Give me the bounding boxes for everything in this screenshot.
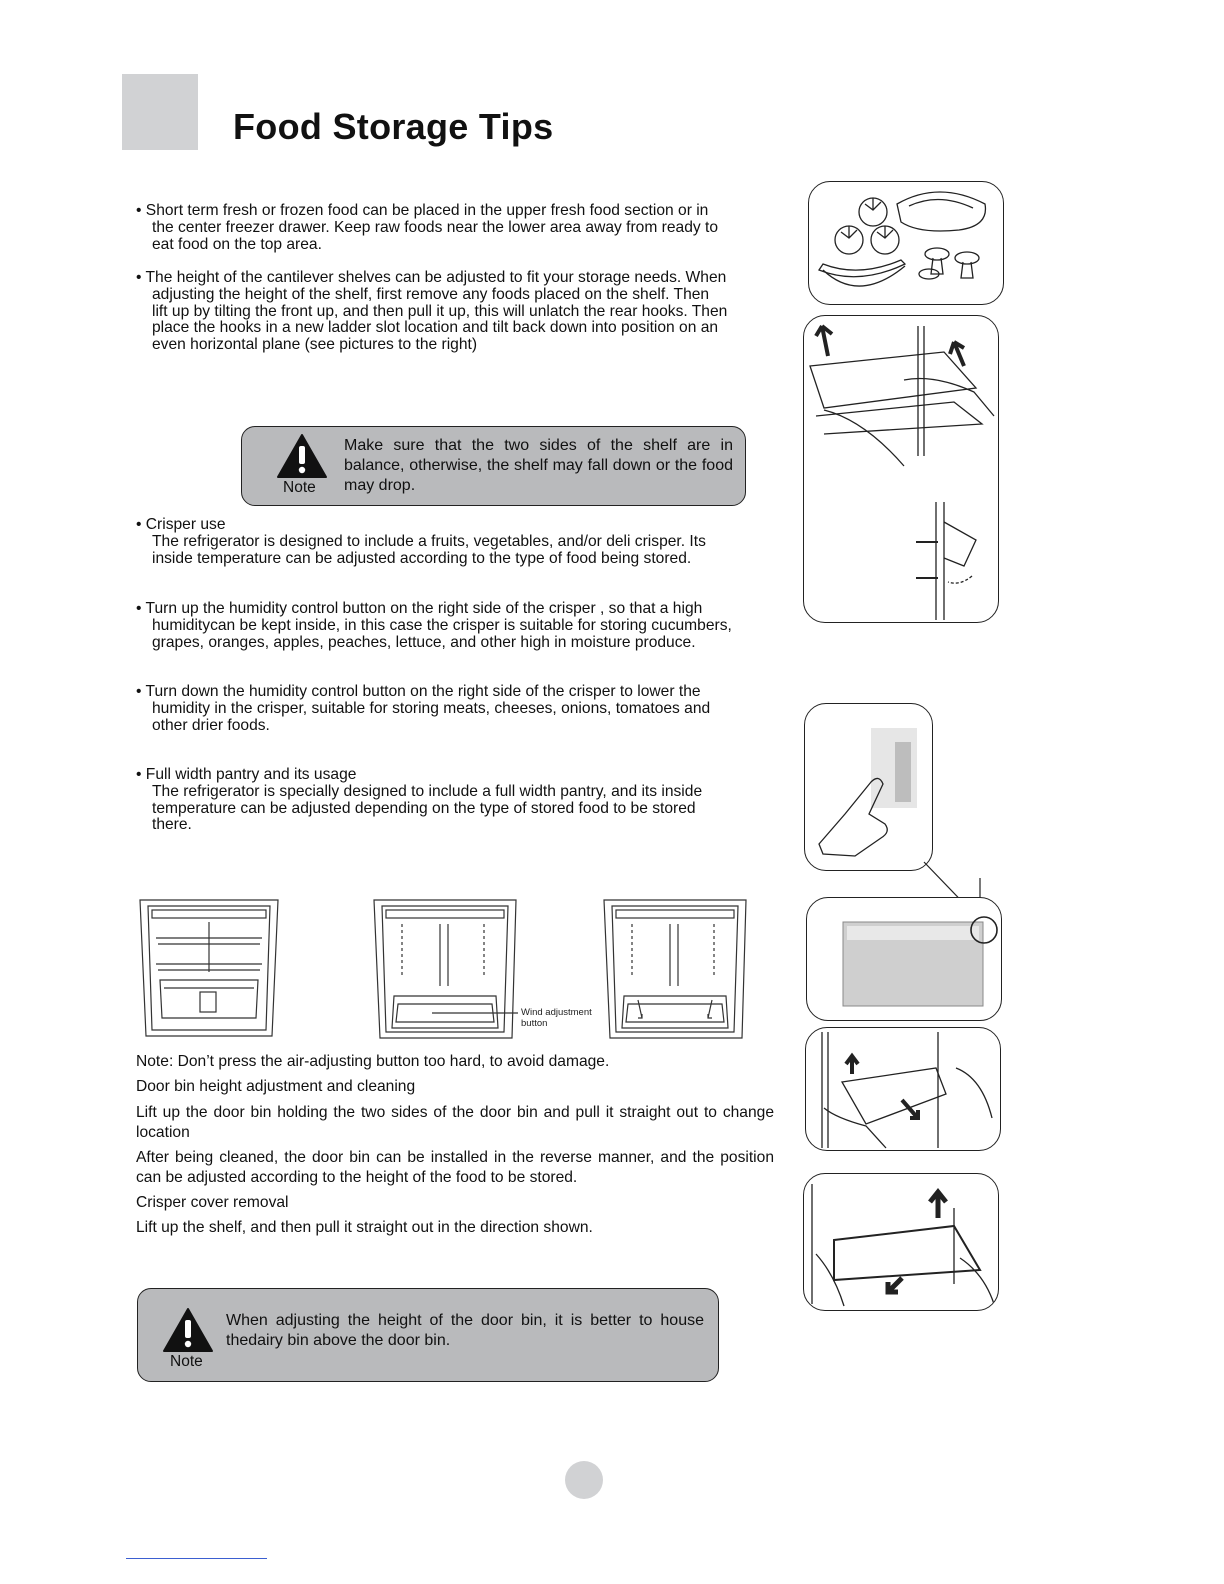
page-title: Food Storage Tips xyxy=(233,106,554,147)
para-door-bin-lift: Lift up the door bin holding the two sides of the door bin and pull it straight out to change location xyxy=(136,1104,774,1141)
para-air-adjusting-note: Note: Don’t press the air-adjusting button too hard, to avoid damage. xyxy=(136,1053,610,1070)
crisper-cover-illustration xyxy=(803,1173,999,1311)
bullet-lead: • Full width pantry and its usage xyxy=(136,766,357,783)
fridge-airflow-illustration xyxy=(602,896,750,1044)
humidity-control-drawing xyxy=(805,704,933,871)
para-door-bin-heading: Door bin height adjustment and cleaning xyxy=(136,1078,416,1095)
bullet-lead: • Short term fresh or frozen food can be placed in the upper fresh food section or in xyxy=(136,202,709,219)
door-bin-illustration xyxy=(805,1027,1001,1151)
warning-triangle-icon xyxy=(276,433,328,479)
note-label: Note xyxy=(283,479,316,496)
para-door-bin-clean: After being cleaned, the door bin can be installed in the reverse manner, and the position can be adjusted according to the height of the food to be stored. xyxy=(136,1149,774,1186)
note-label: Note xyxy=(170,1353,203,1370)
warning-triangle-icon xyxy=(162,1307,214,1353)
bullet-lead: • The height of the cantilever shelves can be adjusted to fit your storage needs. When xyxy=(136,269,727,286)
bullet-humidity-up xyxy=(136,601,776,651)
bullet-line: temperature can be adjusted depending on the type of stored food to be stored xyxy=(152,799,696,817)
bullet-lead: • Turn down the humidity control button on the right side of the crisper to lower the xyxy=(136,683,701,700)
page-number-disc xyxy=(565,1461,603,1499)
shelf-adjust-illustration xyxy=(803,315,999,623)
bullet-line: eat food on the top area. xyxy=(152,235,322,253)
bullet-line: grapes, oranges, apples, peaches, lettuce, and other high in moisture produce. xyxy=(152,633,696,651)
fridge-shelves-illustration xyxy=(136,896,284,1044)
note-box-shelf-balance xyxy=(241,426,746,506)
door-bin-drawing xyxy=(806,1028,1001,1151)
wind-label-line: Wind adjustment xyxy=(521,1007,592,1018)
bullet-lead: • Turn up the humidity control button on the right side of the crisper , so that a high xyxy=(136,600,703,617)
bullet-line: humidity in the crisper, suitable for storing meats, cheeses, onions, tomatoes and xyxy=(152,699,711,717)
bullet-line: lift up by tilting the front up, and then pull it up, this will unlatch the rear hooks. Then xyxy=(152,302,728,320)
bullet-line: other drier foods. xyxy=(152,716,270,734)
note-box-door-bin xyxy=(137,1288,719,1382)
bullet-cantilever-shelves xyxy=(136,270,776,354)
bullet-line: even horizontal plane (see pictures to the right) xyxy=(152,336,478,354)
bullet-line: place the hooks in a new ladder slot location and tilt back down into position on an xyxy=(152,319,719,337)
bullet-line: The refrigerator is designed to include a fruits, vegetables, and/or deli crisper. Its xyxy=(152,532,706,550)
footer-line xyxy=(126,1558,267,1559)
food-items-illustration xyxy=(808,181,1004,305)
shelf-adjust-drawing xyxy=(804,316,999,623)
wind-label-line: button xyxy=(521,1018,548,1029)
crisper-cover-drawing xyxy=(804,1174,999,1311)
section-tab-block xyxy=(122,74,198,150)
bullet-line: humiditycan be kept inside, in this case the crisper is suitable for storing cucumbers, xyxy=(152,616,732,634)
note-text: When adjusting the height of the door bin, it is better to house thedairy bin above the door bin. xyxy=(226,1312,704,1349)
bullet-full-width-pantry xyxy=(136,767,776,834)
fridge-crisper-illustration xyxy=(372,896,520,1044)
bullet-short-term-food xyxy=(136,203,776,253)
para-crisper-cover-heading: Crisper cover removal xyxy=(136,1194,289,1211)
wind-adjustment-label xyxy=(521,1007,592,1029)
bullet-crisper-use xyxy=(136,517,776,567)
note-text: Make sure that the two sides of the shelf are in balance, otherwise, the shelf may fall down or the food may drop. xyxy=(344,437,733,494)
food-drawing xyxy=(809,182,1004,305)
bullet-line: the center freezer drawer. Keep raw foods near the lower area away from ready to xyxy=(152,218,718,236)
wind-button-drawing xyxy=(807,898,1002,1021)
bullet-line: The refrigerator is specially designed to include a full width pantry, and its inside xyxy=(152,782,703,800)
bullet-humidity-down xyxy=(136,684,776,734)
bullet-lead: • Crisper use xyxy=(136,516,226,533)
para-crisper-cover-lift: Lift up the shelf, and then pull it straight out in the direction shown. xyxy=(136,1219,593,1236)
bullet-line: inside temperature can be adjusted according to the type of food being stored. xyxy=(152,549,692,567)
bullet-line: there. xyxy=(152,816,192,834)
bullet-line: adjusting the height of the shelf, first remove any foods placed on the shelf. Then xyxy=(152,285,710,303)
wind-button-closeup-illustration xyxy=(806,897,1002,1021)
humidity-control-illustration xyxy=(804,703,933,871)
